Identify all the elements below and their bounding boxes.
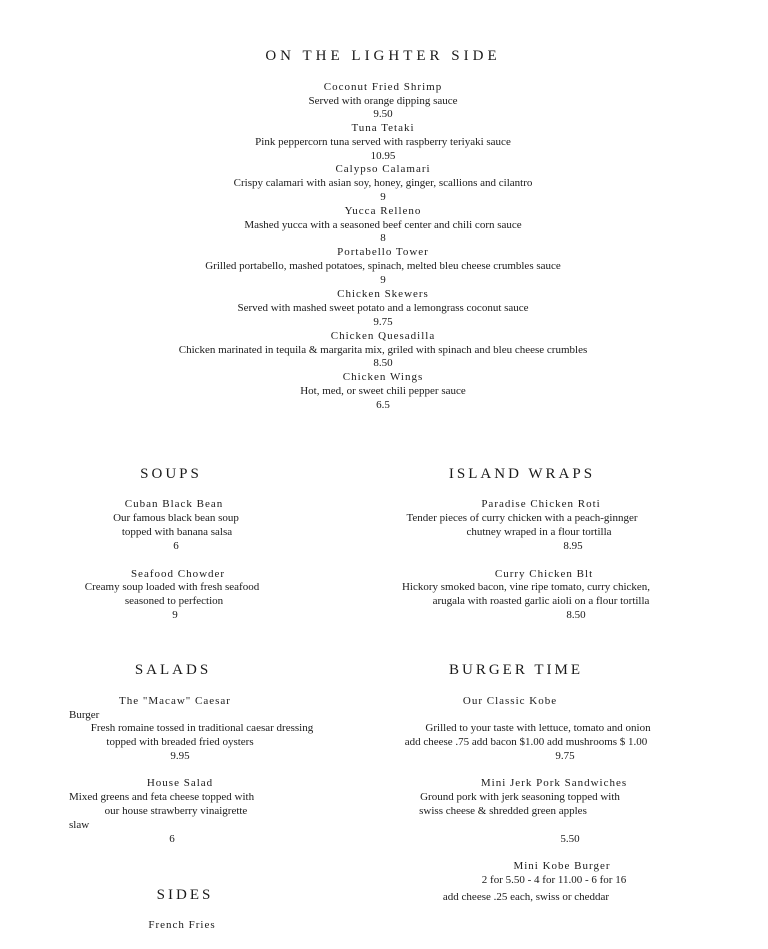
- menu-item-name: Cuban Black Bean: [124, 498, 224, 510]
- menu-item-extra: Burger: [69, 709, 100, 721]
- menu-item-desc: Fresh romaine tossed in traditional caesar dressing: [90, 722, 314, 734]
- menu-item-desc: Our famous black bean soup: [113, 512, 239, 524]
- menu-item-extra: slaw: [69, 819, 90, 831]
- menu-item-desc: Mixed greens and feta cheese topped with: [69, 791, 255, 803]
- menu-item-desc: 2 for 5.50 - 4 for 11.00 - 6 for 16: [481, 874, 627, 886]
- section-heading-soups: SOUPS: [140, 466, 202, 482]
- menu-item-desc: our house strawberry vinaigrette: [104, 805, 248, 817]
- menu-item-price: 9.75: [555, 750, 575, 762]
- menu-item-name: Mini Jerk Pork Sandwiches: [480, 777, 628, 789]
- menu-item-price: 8: [380, 232, 386, 244]
- menu-item-price: 8.50: [566, 609, 586, 621]
- menu-item-price: 6.5: [376, 399, 390, 411]
- menu-item-name: Coconut Fried Shrimp: [323, 81, 443, 93]
- menu-item-name: The "Macaw" Caesar: [119, 695, 231, 707]
- menu-item-desc: Grilled portabello, mashed potatoes, spinach, melted bleu cheese crumbles sauce: [205, 260, 561, 272]
- menu-item-price: 9: [380, 274, 386, 286]
- menu-item-name: Tuna Tetaki: [351, 122, 415, 134]
- menu-item-name: Calypso Calamari: [335, 163, 431, 175]
- menu-item-desc: add cheese .75 add bacon $1.00 add mushrooms $ 1.00: [404, 736, 648, 748]
- menu-item-name: Our Classic Kobe: [462, 695, 558, 707]
- menu-item-name: Mini Kobe Burger: [513, 860, 611, 872]
- menu-item-name: French Fries: [148, 919, 216, 931]
- menu-item-name: Portabello Tower: [337, 246, 429, 258]
- menu-item-desc: swiss cheese & shredded green apples: [419, 805, 587, 817]
- menu-item-name: Paradise Chicken Roti: [481, 498, 601, 510]
- menu-item-desc: Mashed yucca with a seasoned beef center and chili corn sauce: [244, 219, 522, 231]
- menu-item-desc: arugala with roasted garlic aioli on a flour tortilla: [432, 595, 650, 607]
- menu-item-price: 6: [169, 833, 175, 845]
- menu-item-desc: Chicken marinated in tequila & margarita mix, griled with spinach and bleu cheese crumbles: [178, 344, 588, 356]
- menu-item-name: Yucca Relleno: [344, 205, 422, 217]
- section-heading-salads: SALADS: [134, 662, 212, 678]
- menu-item-name: Curry Chicken Blt: [494, 568, 594, 580]
- menu-item-desc: Hot, med, or sweet chili pepper sauce: [300, 385, 466, 397]
- section-heading-burger-time: BURGER TIME: [449, 662, 583, 678]
- menu-item-desc: seasoned to perfection: [124, 595, 224, 607]
- menu-item-price: 6: [173, 540, 179, 552]
- menu-item-desc: chutney wraped in a flour tortilla: [466, 526, 612, 538]
- menu-item-desc: Creamy soup loaded with fresh seafood: [84, 581, 260, 593]
- section-heading-sides: SIDES: [156, 887, 214, 903]
- menu-item-price: 8.95: [563, 540, 583, 552]
- menu-item-desc: add cheese .25 each, swiss or cheddar: [442, 891, 610, 903]
- menu-item-desc: Served with orange dipping sauce: [308, 95, 458, 107]
- menu-item-desc: Served with mashed sweet potato and a lemongrass coconut sauce: [237, 302, 529, 314]
- menu-item-price: 10.95: [370, 150, 396, 162]
- menu-item-desc: Crispy calamari with asian soy, honey, ginger, scallions and cilantro: [233, 177, 533, 189]
- menu-item-price: 9: [380, 191, 386, 203]
- menu-item-name: Chicken Skewers: [337, 288, 429, 300]
- menu-item-desc: topped with banana salsa: [121, 526, 233, 538]
- menu-item-name: Seafood Chowder: [130, 568, 226, 580]
- section-heading-lighter-side: ON THE LIGHTER SIDE: [265, 48, 501, 64]
- menu-item-desc: Ground pork with jerk seasoning topped with: [420, 791, 620, 803]
- menu-item-price: 8.50: [373, 357, 393, 369]
- menu-item-name: House Salad: [146, 777, 214, 789]
- menu-item-desc: topped with breaded fried oysters: [106, 736, 254, 748]
- menu-item-desc: Tender pieces of curry chicken with a peach-ginnger: [406, 512, 638, 524]
- menu-item-name: Chicken Wings: [342, 371, 424, 383]
- menu-item-price: 9.75: [373, 316, 393, 328]
- menu-item-name: Chicken Quesadilla: [330, 330, 436, 342]
- menu-item-price: 9: [172, 609, 178, 621]
- section-heading-island-wraps: ISLAND WRAPS: [448, 466, 596, 482]
- menu-item-desc: Grilled to your taste with lettuce, tomato and onion: [425, 722, 651, 734]
- menu-item-price: 5.50: [560, 833, 580, 845]
- menu-item-price: 9.50: [373, 108, 393, 120]
- menu-item-desc: Pink peppercorn tuna served with raspberry teriyaki sauce: [255, 136, 511, 148]
- menu-item-desc: Hickory smoked bacon, vine ripe tomato, curry chicken,: [401, 581, 651, 593]
- menu-item-price: 9.95: [170, 750, 190, 762]
